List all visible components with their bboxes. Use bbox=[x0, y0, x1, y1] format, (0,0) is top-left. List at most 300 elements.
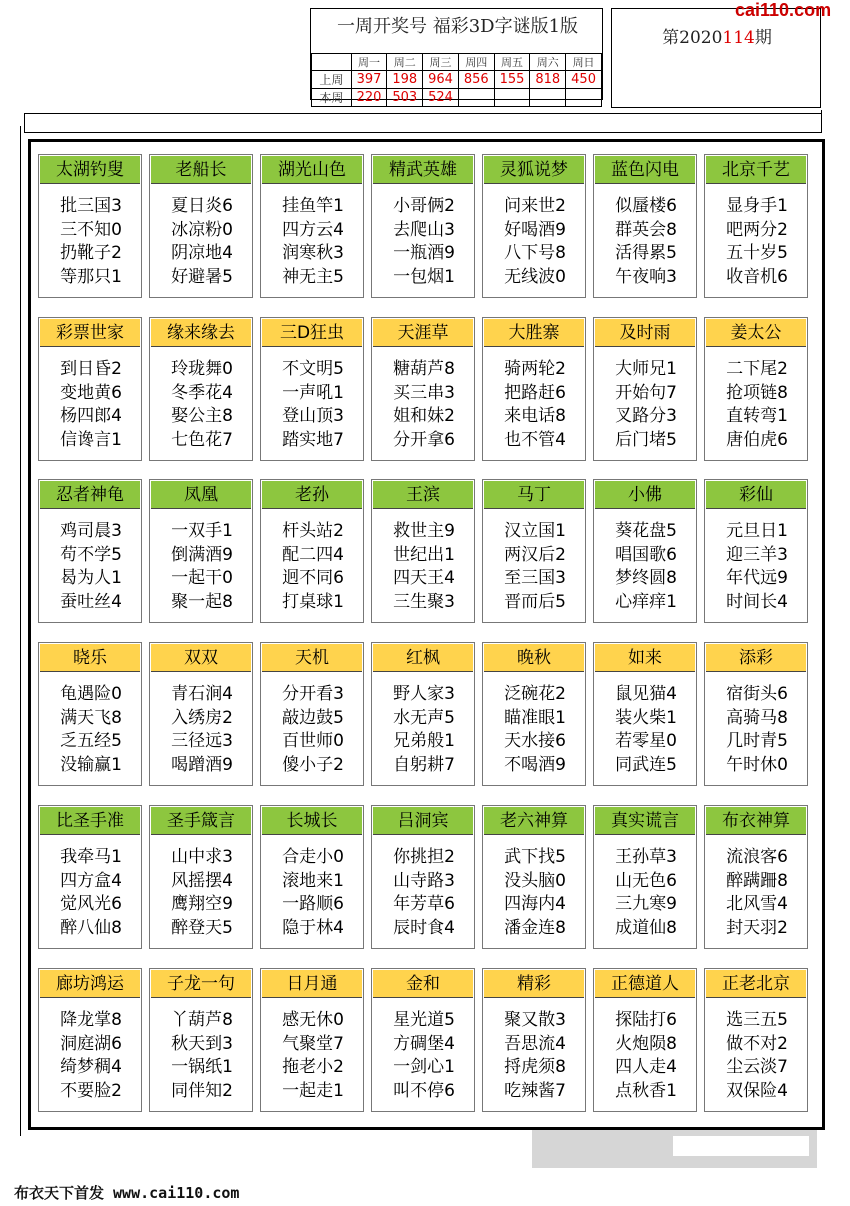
riddle-card bbox=[482, 479, 586, 623]
riddle-card bbox=[482, 154, 586, 298]
riddle-card bbox=[38, 479, 142, 623]
issue-count: 114 bbox=[722, 28, 755, 48]
riddle-author: 太湖钓叟 bbox=[40, 156, 140, 184]
riddle-line: 姐和妹2 bbox=[393, 406, 455, 426]
riddle-author: 红枫 bbox=[373, 644, 473, 672]
days-row bbox=[312, 54, 602, 71]
day-header: 周一 bbox=[351, 54, 387, 71]
riddle-lines bbox=[376, 520, 472, 614]
riddle-line: 同伴知2 bbox=[171, 1080, 233, 1101]
riddle-line: 唐伯虎6 bbox=[726, 429, 788, 450]
riddle-card bbox=[149, 154, 253, 298]
riddle-line: 吃辣酱7 bbox=[504, 1080, 566, 1101]
riddle-line: 野人家3 bbox=[393, 684, 455, 704]
riddle-line: 收音机6 bbox=[726, 266, 788, 287]
riddle-lines bbox=[43, 846, 139, 940]
riddle-line: 大师兄1 bbox=[615, 359, 677, 379]
riddle-line: 兄弟般1 bbox=[393, 731, 455, 751]
riddle-lines bbox=[43, 683, 139, 777]
riddle-lines bbox=[709, 358, 805, 452]
riddle-line: 午时休0 bbox=[726, 754, 788, 775]
riddle-line: 辰时食4 bbox=[393, 917, 455, 938]
riddle-lines bbox=[43, 358, 139, 452]
riddle-line: 没输赢1 bbox=[60, 754, 122, 775]
riddle-line: 隐于林4 bbox=[282, 917, 344, 938]
riddle-lines bbox=[376, 195, 472, 289]
riddle-line: 一瓶酒9 bbox=[393, 243, 455, 263]
riddle-line: 山中求3 bbox=[171, 847, 233, 867]
weekly-draw-panel bbox=[310, 8, 603, 105]
riddle-line: 鹰翔空9 bbox=[171, 894, 233, 914]
riddle-author: 晓乐 bbox=[40, 644, 140, 672]
riddle-line: 一起干0 bbox=[171, 568, 233, 588]
footer-credit: 布衣天下首发 www.cai110.com bbox=[14, 1184, 240, 1202]
riddle-line: 葵花盘5 bbox=[615, 521, 677, 541]
riddle-line: 龟遇险0 bbox=[60, 684, 122, 704]
riddle-line: 到日昏2 bbox=[60, 359, 122, 379]
riddle-line: 点秋香1 bbox=[615, 1080, 677, 1101]
riddle-line: 冰凉粉0 bbox=[171, 219, 233, 240]
riddle-card bbox=[593, 968, 697, 1112]
riddle-lines bbox=[598, 683, 694, 777]
riddle-card bbox=[704, 479, 808, 623]
riddle-line: 曷为人1 bbox=[60, 568, 122, 588]
riddle-card bbox=[38, 968, 142, 1112]
riddle-line: 群英会8 bbox=[615, 219, 677, 240]
riddle-line: 百世师0 bbox=[282, 731, 344, 751]
riddle-card bbox=[38, 154, 142, 298]
riddle-line: 敲边鼓5 bbox=[282, 707, 344, 728]
riddle-line: 四方云4 bbox=[282, 219, 344, 240]
riddle-card bbox=[704, 968, 808, 1112]
riddle-author: 廊坊鸿运 bbox=[40, 970, 140, 998]
riddle-lines bbox=[154, 846, 250, 940]
riddle-lines bbox=[154, 358, 250, 452]
riddle-line: 显身手1 bbox=[726, 196, 788, 216]
riddle-lines bbox=[154, 1009, 250, 1103]
riddle-author: 老孙 bbox=[262, 481, 362, 509]
riddle-line: 滚地来1 bbox=[282, 870, 344, 891]
issue-number bbox=[612, 23, 822, 48]
riddle-line: 丫葫芦8 bbox=[171, 1010, 233, 1030]
riddle-line: 救世主9 bbox=[393, 521, 455, 541]
riddle-author: 老船长 bbox=[151, 156, 251, 184]
riddle-line: 迎三羊3 bbox=[726, 544, 788, 565]
riddle-author: 金和 bbox=[373, 970, 473, 998]
riddle-line: 拖老小2 bbox=[282, 1057, 344, 1077]
riddle-line: 自躬耕7 bbox=[393, 754, 455, 775]
riddle-lines bbox=[487, 195, 583, 289]
draw-number: 818 bbox=[530, 71, 566, 89]
draw-number: 155 bbox=[494, 71, 530, 89]
riddle-line: 双保险4 bbox=[726, 1080, 788, 1101]
riddle-author: 精武英雄 bbox=[373, 156, 473, 184]
riddle-line: 叫不停6 bbox=[393, 1080, 455, 1101]
riddle-line: 四方盒4 bbox=[60, 870, 122, 891]
riddle-card bbox=[260, 642, 364, 786]
riddle-line: 二下尾2 bbox=[726, 359, 788, 379]
riddle-line: 鼠见猫4 bbox=[615, 684, 677, 704]
riddle-line: 挂鱼竿1 bbox=[282, 196, 344, 216]
riddle-lines bbox=[376, 358, 472, 452]
riddle-line: 苟不学5 bbox=[60, 544, 122, 565]
riddle-lines bbox=[709, 1009, 805, 1103]
riddle-card bbox=[149, 642, 253, 786]
riddle-line: 我牵马1 bbox=[60, 847, 122, 867]
riddle-line: 杨四郎4 bbox=[60, 406, 122, 426]
riddle-line: 骑两轮2 bbox=[504, 359, 566, 379]
riddle-line: 等那只1 bbox=[60, 266, 122, 287]
draw-number: 198 bbox=[387, 71, 423, 89]
riddle-line: 青石涧4 bbox=[171, 684, 233, 704]
riddle-line: 抢项链8 bbox=[726, 382, 788, 403]
draw-number: 397 bbox=[351, 71, 387, 89]
draw-number: 964 bbox=[423, 71, 459, 89]
riddle-card bbox=[149, 805, 253, 949]
riddle-line: 三九寒9 bbox=[615, 894, 677, 914]
riddle-line: 后门堵5 bbox=[615, 429, 677, 450]
riddle-lines bbox=[487, 846, 583, 940]
riddle-author: 彩仙 bbox=[706, 481, 806, 509]
riddle-line: 三径远3 bbox=[171, 731, 233, 751]
riddle-line: 喝蹭酒9 bbox=[171, 754, 233, 775]
riddle-line: 时间长4 bbox=[726, 591, 788, 612]
riddle-author: 忍者神龟 bbox=[40, 481, 140, 509]
riddle-line: 降龙掌8 bbox=[60, 1010, 122, 1030]
riddle-line: 若零星0 bbox=[615, 731, 677, 751]
day-header: 周日 bbox=[566, 54, 602, 71]
riddle-line: 活得累5 bbox=[615, 243, 677, 263]
riddle-author: 马丁 bbox=[484, 481, 584, 509]
riddle-card bbox=[38, 317, 142, 461]
riddle-card bbox=[593, 805, 697, 949]
riddle-line: 直转弯1 bbox=[726, 406, 788, 426]
draw-number bbox=[530, 89, 566, 107]
riddle-line: 好喝酒9 bbox=[504, 219, 566, 240]
riddle-line: 一路顺6 bbox=[282, 894, 344, 914]
riddle-line: 信谗言1 bbox=[60, 429, 122, 450]
riddle-lines bbox=[265, 358, 361, 452]
riddle-line: 一锅纸1 bbox=[171, 1057, 233, 1077]
riddle-card bbox=[371, 968, 475, 1112]
riddle-author: 圣手箴言 bbox=[151, 807, 251, 835]
riddle-author: 日月通 bbox=[262, 970, 362, 998]
riddle-author: 子龙一句 bbox=[151, 970, 251, 998]
riddle-line: 年芳草6 bbox=[393, 894, 455, 914]
riddle-line: 吧两分2 bbox=[726, 219, 788, 240]
riddle-lines bbox=[154, 520, 250, 614]
riddle-line: 醉八仙8 bbox=[60, 917, 122, 938]
riddle-line: 四天王4 bbox=[393, 568, 455, 588]
riddle-lines bbox=[487, 683, 583, 777]
riddle-line: 流浪客6 bbox=[726, 847, 788, 867]
riddle-line: 感无休0 bbox=[282, 1010, 344, 1030]
riddle-line: 五十岁5 bbox=[726, 243, 788, 263]
riddle-line: 气聚堂7 bbox=[282, 1033, 344, 1054]
divider bbox=[821, 110, 822, 133]
riddle-card bbox=[371, 642, 475, 786]
blank-cell bbox=[312, 54, 352, 71]
riddle-card bbox=[371, 317, 475, 461]
riddle-line: 登山顶3 bbox=[282, 406, 344, 426]
riddle-line: 三不知0 bbox=[60, 219, 122, 240]
riddle-card bbox=[371, 154, 475, 298]
riddle-line: 北风雪4 bbox=[726, 894, 788, 914]
riddle-line: 无线波0 bbox=[504, 266, 566, 287]
riddle-line: 一起走1 bbox=[282, 1080, 344, 1101]
riddle-lines bbox=[598, 195, 694, 289]
riddle-line: 聚又散3 bbox=[504, 1010, 566, 1030]
riddle-line: 山无色6 bbox=[615, 870, 677, 891]
row-label: 上周 bbox=[312, 71, 352, 89]
riddle-card bbox=[593, 154, 697, 298]
issue-panel bbox=[611, 8, 821, 108]
riddle-line: 心痒痒1 bbox=[615, 591, 677, 612]
riddle-lines bbox=[709, 846, 805, 940]
riddle-line: 至三国3 bbox=[504, 568, 566, 588]
riddle-line: 风摇摆4 bbox=[171, 870, 233, 891]
riddle-line: 冬季花4 bbox=[171, 382, 233, 403]
riddle-line: 也不管4 bbox=[504, 429, 566, 450]
riddle-author: 湖光山色 bbox=[262, 156, 362, 184]
row-label: 本周 bbox=[312, 89, 352, 107]
riddle-line: 瞄准眼1 bbox=[504, 707, 566, 728]
divider bbox=[24, 113, 821, 133]
riddle-line: 去爬山3 bbox=[393, 219, 455, 240]
riddle-line: 鸡司晨3 bbox=[60, 521, 122, 541]
riddle-line: 小哥俩2 bbox=[393, 196, 455, 216]
riddle-line: 宿街头6 bbox=[726, 684, 788, 704]
riddle-card bbox=[149, 968, 253, 1112]
riddle-card bbox=[704, 154, 808, 298]
riddle-author: 晚秋 bbox=[484, 644, 584, 672]
riddle-author: 正老北京 bbox=[706, 970, 806, 998]
riddle-author: 小佛 bbox=[595, 481, 695, 509]
riddle-line: 扔靴子2 bbox=[60, 243, 122, 263]
day-header: 周六 bbox=[530, 54, 566, 71]
riddle-line: 觉风光6 bbox=[60, 894, 122, 914]
riddle-line: 迥不同6 bbox=[282, 568, 344, 588]
draw-number: 524 bbox=[423, 89, 459, 107]
riddle-author: 及时雨 bbox=[595, 319, 695, 347]
riddle-line: 武下找5 bbox=[504, 847, 566, 867]
riddle-line: 元旦日1 bbox=[726, 521, 788, 541]
riddle-line: 四海内4 bbox=[504, 894, 566, 914]
riddle-author: 姜太公 bbox=[706, 319, 806, 347]
riddle-line: 尘云淡7 bbox=[726, 1057, 788, 1077]
riddle-lines bbox=[487, 1009, 583, 1103]
riddle-line: 没头脑0 bbox=[504, 870, 566, 891]
riddle-line: 聚一起8 bbox=[171, 591, 233, 612]
riddle-line: 方碉堡4 bbox=[393, 1033, 455, 1054]
riddle-line: 王孙草3 bbox=[615, 847, 677, 867]
riddle-line: 两汉后2 bbox=[504, 544, 566, 565]
riddle-line: 泛碗花2 bbox=[504, 684, 566, 704]
riddle-line: 一剑心1 bbox=[393, 1057, 455, 1077]
riddle-line: 叉路分3 bbox=[615, 406, 677, 426]
riddle-author: 天涯草 bbox=[373, 319, 473, 347]
riddle-card bbox=[38, 642, 142, 786]
riddle-line: 火炮陨8 bbox=[615, 1033, 677, 1054]
riddle-line: 潘金连8 bbox=[504, 917, 566, 938]
riddle-card bbox=[593, 317, 697, 461]
riddle-line: 倒满酒9 bbox=[171, 544, 233, 565]
riddle-line: 午夜响3 bbox=[615, 266, 677, 287]
riddle-card bbox=[704, 317, 808, 461]
riddle-line: 一声吼1 bbox=[282, 382, 344, 403]
riddle-lines bbox=[709, 520, 805, 614]
riddle-card bbox=[371, 479, 475, 623]
riddle-lines bbox=[598, 846, 694, 940]
riddle-card bbox=[593, 479, 697, 623]
riddle-author: 老六神算 bbox=[484, 807, 584, 835]
riddle-author: 北京千艺 bbox=[706, 156, 806, 184]
riddle-card bbox=[260, 154, 364, 298]
riddle-line: 成道仙8 bbox=[615, 917, 677, 938]
riddle-lines bbox=[376, 846, 472, 940]
riddle-line: 吾思流4 bbox=[504, 1033, 566, 1054]
riddle-author: 真实谎言 bbox=[595, 807, 695, 835]
riddle-lines bbox=[265, 846, 361, 940]
riddle-grid bbox=[28, 139, 825, 1130]
riddle-card bbox=[260, 805, 364, 949]
riddle-line: 晋而后5 bbox=[504, 591, 566, 612]
panel-title: 一周开奖号 福彩3D字谜版1版 bbox=[336, 16, 579, 37]
riddle-line: 傻小子2 bbox=[282, 754, 344, 775]
riddle-card bbox=[149, 479, 253, 623]
riddle-author: 精彩 bbox=[484, 970, 584, 998]
riddle-card bbox=[593, 642, 697, 786]
riddle-author: 长城长 bbox=[262, 807, 362, 835]
riddle-line: 梦终圆8 bbox=[615, 568, 677, 588]
riddle-lines bbox=[265, 520, 361, 614]
riddle-author: 缘来缘去 bbox=[151, 319, 251, 347]
riddle-line: 分开拿6 bbox=[393, 429, 455, 450]
riddle-card bbox=[704, 805, 808, 949]
riddle-line: 醉登天5 bbox=[171, 917, 233, 938]
riddle-author: 灵狐说梦 bbox=[484, 156, 584, 184]
riddle-author: 正德道人 bbox=[595, 970, 695, 998]
riddle-line: 天水接6 bbox=[504, 731, 566, 751]
riddle-author: 蓝色闪电 bbox=[595, 156, 695, 184]
riddle-line: 配二四4 bbox=[282, 544, 344, 565]
weekly-draw-table bbox=[311, 53, 602, 107]
riddle-lines bbox=[598, 358, 694, 452]
riddle-lines bbox=[487, 520, 583, 614]
riddle-card bbox=[260, 479, 364, 623]
footer-white-box bbox=[673, 1136, 809, 1156]
riddle-line: 一包烟1 bbox=[393, 266, 455, 287]
riddle-line: 山寺路3 bbox=[393, 870, 455, 891]
riddle-card bbox=[482, 317, 586, 461]
riddle-line: 醉蹒跚8 bbox=[726, 870, 788, 891]
day-header: 周五 bbox=[494, 54, 530, 71]
riddle-line: 满天飞8 bbox=[60, 707, 122, 728]
riddle-lines bbox=[376, 683, 472, 777]
riddle-author: 彩票世家 bbox=[40, 319, 140, 347]
riddle-author: 王滨 bbox=[373, 481, 473, 509]
riddle-line: 蚕吐丝4 bbox=[60, 591, 122, 612]
riddle-line: 捋虎须8 bbox=[504, 1057, 566, 1077]
riddle-line: 三生聚3 bbox=[393, 591, 455, 612]
riddle-line: 合走小0 bbox=[282, 847, 344, 867]
riddle-line: 绮梦稠4 bbox=[60, 1057, 122, 1077]
riddle-author: 双双 bbox=[151, 644, 251, 672]
riddle-line: 好避暑5 bbox=[171, 266, 233, 287]
riddle-card bbox=[482, 968, 586, 1112]
riddle-line: 你挑担2 bbox=[393, 847, 455, 867]
draw-number bbox=[458, 89, 494, 107]
riddle-line: 洞庭湖6 bbox=[60, 1033, 122, 1054]
riddle-lines bbox=[265, 683, 361, 777]
riddle-lines bbox=[709, 195, 805, 289]
riddle-author: 凤凰 bbox=[151, 481, 251, 509]
riddle-line: 把路赶6 bbox=[504, 382, 566, 403]
riddle-line: 乏五经5 bbox=[60, 731, 122, 751]
riddle-lines bbox=[265, 195, 361, 289]
draw-number: 856 bbox=[458, 71, 494, 89]
riddle-card bbox=[704, 642, 808, 786]
riddle-lines bbox=[43, 195, 139, 289]
riddle-author: 大胜寨 bbox=[484, 319, 584, 347]
riddle-author: 天机 bbox=[262, 644, 362, 672]
riddle-line: 杆头站2 bbox=[282, 521, 344, 541]
riddle-line: 做不对2 bbox=[726, 1033, 788, 1054]
riddle-line: 几时青5 bbox=[726, 731, 788, 751]
riddle-lines bbox=[43, 520, 139, 614]
riddle-author: 比圣手准 bbox=[40, 807, 140, 835]
riddle-line: 阴凉地4 bbox=[171, 243, 233, 263]
riddle-line: 星光道5 bbox=[393, 1010, 455, 1030]
riddle-line: 润寒秋3 bbox=[282, 243, 344, 263]
riddle-line: 不喝酒9 bbox=[504, 754, 566, 775]
riddle-line: 封天羽2 bbox=[726, 917, 788, 938]
riddle-lines bbox=[598, 1009, 694, 1103]
riddle-card bbox=[371, 805, 475, 949]
riddle-line: 玲珑舞0 bbox=[171, 359, 233, 379]
riddle-line: 世纪出1 bbox=[393, 544, 455, 565]
day-header: 周四 bbox=[458, 54, 494, 71]
site-watermark: cai110.com bbox=[735, 0, 832, 20]
riddle-author: 添彩 bbox=[706, 644, 806, 672]
riddle-line: 糖葫芦8 bbox=[393, 359, 455, 379]
riddle-line: 神无主5 bbox=[282, 266, 344, 287]
riddle-line: 分开看3 bbox=[282, 684, 344, 704]
riddle-line: 水无声5 bbox=[393, 707, 455, 728]
riddle-line: 高骑马8 bbox=[726, 707, 788, 728]
riddle-lines bbox=[709, 683, 805, 777]
riddle-lines bbox=[43, 1009, 139, 1103]
riddle-card bbox=[482, 805, 586, 949]
day-header: 周二 bbox=[387, 54, 423, 71]
riddle-line: 汉立国1 bbox=[504, 521, 566, 541]
riddle-line: 踏实地7 bbox=[282, 429, 344, 450]
riddle-author: 三D狂虫 bbox=[262, 319, 362, 347]
riddle-card bbox=[260, 317, 364, 461]
riddle-line: 一双手1 bbox=[171, 521, 233, 541]
riddle-author: 如来 bbox=[595, 644, 695, 672]
draw-number: 503 bbox=[387, 89, 423, 107]
riddle-line: 打桌球1 bbox=[282, 591, 344, 612]
riddle-author: 吕洞宾 bbox=[373, 807, 473, 835]
last-week-row bbox=[312, 71, 602, 89]
riddle-lines bbox=[154, 195, 250, 289]
riddle-line: 不文明5 bbox=[282, 359, 344, 379]
riddle-author: 布衣神算 bbox=[706, 807, 806, 835]
draw-number bbox=[566, 89, 602, 107]
riddle-lines bbox=[598, 520, 694, 614]
riddle-line: 夏日炎6 bbox=[171, 196, 233, 216]
